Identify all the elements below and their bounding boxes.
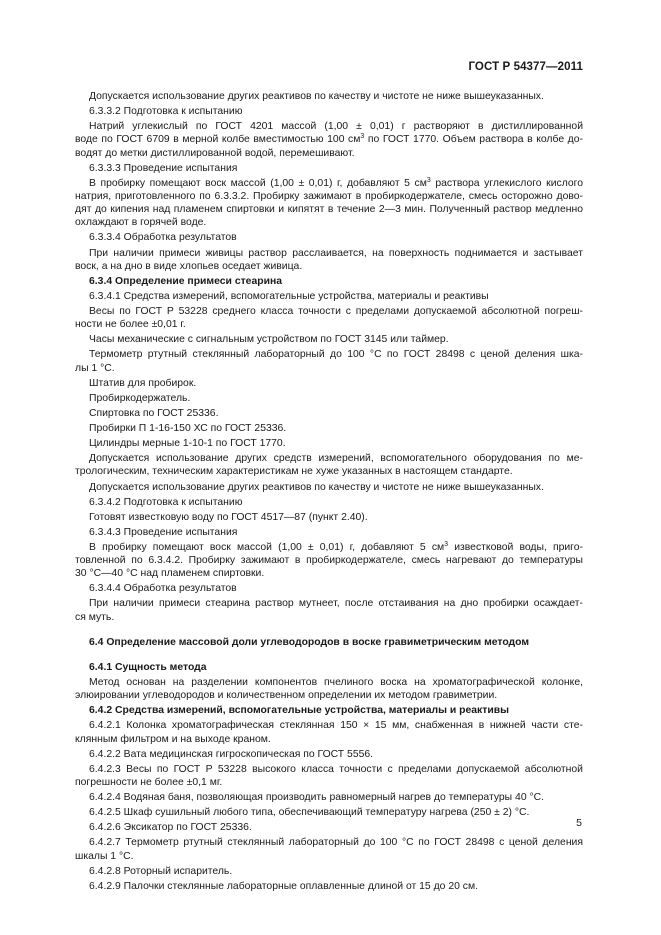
text-line: 30 °С—40 °С над пламенем спиртовки. — [75, 568, 265, 580]
paragraph — [75, 348, 583, 374]
paragraph — [75, 582, 583, 595]
text-line: шкалы 1 °С. — [75, 850, 134, 862]
paragraph — [75, 865, 583, 878]
text-line: Допускается использование других средств измерений, вспомогательного оборудования по ме- — [89, 453, 583, 465]
paragraph — [75, 305, 583, 331]
page-number: 5 — [576, 817, 582, 829]
section-heading — [75, 275, 583, 288]
text-line: При наличии примеси стеарина раствор мутнеет, после отстаивания на дно пробирки осаждает- — [89, 598, 583, 610]
paragraph — [75, 541, 583, 581]
text-line: Термометр ртутный стеклянный лабораторный до 100 °С по ГОСТ 28498 с ценой деления шка- — [89, 349, 583, 361]
text-line: 6.4.2.8 Роторный испаритель. — [89, 865, 233, 877]
text-line: 6.4.2 Средства измерений, вспомогательные устройства, материалы и реактивы — [89, 705, 509, 717]
paragraph — [75, 880, 583, 893]
text-line: 6.4.2.6 Эксикатор по ГОСТ 25336. — [89, 822, 252, 834]
text-line: Часы механические с сигнальным устройством по ГОСТ 3145 или таймер. — [89, 334, 449, 346]
paragraph — [75, 821, 583, 834]
section-heading — [75, 636, 583, 649]
paragraph-gap — [75, 626, 583, 636]
paragraph — [75, 748, 583, 761]
text-line: 6.3.4.4 Обработка результатов — [89, 583, 237, 595]
paragraph — [75, 597, 583, 623]
paragraph — [75, 407, 583, 420]
document-header: ГОСТ Р 54377—2011 — [468, 61, 583, 73]
text-line: 6.4.2.5 Шкаф сушильный любого типа, обеспечивающий температуру нагрева (250 ± 2) °С. — [89, 807, 530, 819]
text-line: клянным фильтром и на выходе краном. — [75, 733, 271, 745]
text-line: Спиртовка по ГОСТ 25336. — [89, 407, 219, 419]
paragraph — [75, 763, 583, 789]
paragraph — [75, 481, 583, 494]
text-line: ся муть. — [75, 611, 115, 623]
text-line: Весы по ГОСТ Р 53228 среднего класса точности с пределами допускаемой абсолютной погреш- — [89, 306, 583, 318]
paragraph-gap — [75, 651, 583, 661]
text-line: 6.4.2.7 Термометр ртутный стеклянный лабораторный до 100 °С по ГОСТ 28498 с ценой деления — [89, 837, 583, 849]
text-line: 6.4 Определение массовой доли углеводородов в воске гравиметрическим методом — [89, 636, 530, 648]
text-line: Допускается использование других реактивов по качеству и чистоте не ниже вышеуказанных. — [89, 481, 544, 493]
paragraph — [75, 392, 583, 405]
paragraph — [75, 511, 583, 524]
paragraph — [75, 452, 583, 478]
paragraph — [75, 90, 583, 103]
text-line: натрия, приготовленного по 6.3.3.2. Пробирку зажимают в пробиркодержателе, смесь осторожно дово- — [75, 190, 583, 202]
paragraph — [75, 496, 583, 509]
text-line: 6.4.2.1 Колонка хроматографическая стеклянная 150 × 15 мм, снабженная в нижней части сте- — [89, 720, 583, 732]
paragraph — [75, 105, 583, 118]
text-line: 6.3.4.2 Подготовка к испытанию — [89, 496, 243, 508]
text-line: 6.3.3.3 Проведение испытания — [89, 162, 238, 174]
text-line: дят до кипения над пламенем спиртовки и кипятят в течение 2—3 мин. Полученный раствор медленно — [75, 204, 583, 216]
paragraph — [75, 676, 583, 702]
text-line: Допускается использование других реактивов по качеству и чистоте не ниже вышеуказанных. — [89, 91, 544, 102]
text-line: 6.4.2.3 Весы по ГОСТ Р 53228 высокого класса точности с пределами допускаемой абсолютной — [89, 763, 583, 775]
paragraph — [75, 162, 583, 175]
text-line: воде по ГОСТ 6709 в мерной колбе вместимостью 100 $см^3$ по ГОСТ 1770. Объем раствора в колбе до- — [75, 133, 583, 146]
paragraph — [75, 422, 583, 435]
text-line: 6.3.3.2 Подготовка к испытанию — [89, 106, 243, 118]
text-line: погрешности не более ±0,1 мг. — [75, 776, 223, 788]
text-line: охлаждают в горячей воде. — [75, 217, 207, 229]
text-line: Цилиндры мерные 1-10-1 по ГОСТ 1770. — [89, 438, 286, 450]
paragraph — [75, 290, 583, 303]
text-line: трологическим, техническим характеристикам не хуже указанных в настоящем стандарте. — [75, 466, 513, 478]
text-line: товленной по 6.3.4.2. Пробирку зажимают в пробиркодержателе, смесь нагревают до температуры — [75, 555, 583, 567]
text-line: При наличии примеси живицы раствор расслаивается, на поверхность поднимается и застывает — [89, 247, 583, 259]
text-line: 6.3.4 Определение примеси стеарина — [89, 275, 283, 287]
text-line: воск, а на дно в виде хлопьев оседает живица. — [75, 260, 303, 272]
text-line: 6.4.2.2 Вата медицинская гигроскопическая по ГОСТ 5556. — [89, 748, 374, 760]
paragraph — [75, 836, 583, 862]
text-line: В пробирку помещают воск массой (1,00 ± 0,01) г, добавляют 5 $см^3$ известковой воды, приго- — [89, 540, 583, 553]
text-line: Метод основан на разделении компонентов пчелиного воска на хроматографической колонке, — [89, 676, 583, 688]
text-line: ности не более ±0,01 г. — [75, 319, 186, 331]
text-line: 6.4.2.9 Палочки стеклянные лабораторные оплавленные длиной от 15 до 20 см. — [89, 880, 478, 892]
paragraph — [75, 791, 583, 804]
section-heading — [75, 704, 583, 717]
text-line: Штатив для пробирок. — [89, 377, 197, 389]
document-body — [75, 90, 583, 895]
text-line: элюировании углеводородов и количественном определении их методом гравиметрии. — [75, 690, 498, 702]
text-line: Пробиркодержатель. — [89, 392, 191, 404]
text-line: Готовят известковую воду по ГОСТ 4517—87 (пункт 2.40). — [89, 511, 368, 523]
text-line: 6.4.1 Сущность метода — [89, 661, 207, 673]
paragraph — [75, 120, 583, 160]
text-line: водят до метки дистиллированной водой, перемешивают. — [75, 147, 355, 159]
paragraph — [75, 437, 583, 450]
paragraph — [75, 526, 583, 539]
text-line: лы 1 °С. — [75, 362, 115, 374]
paragraph — [75, 806, 583, 819]
paragraph — [75, 333, 583, 346]
paragraph — [75, 177, 583, 230]
text-line: 6.3.3.4 Обработка результатов — [89, 232, 237, 244]
text-line: 6.4.2.4 Водяная баня, позволяющая производить равномерный нагрев до температуры 40 °С. — [89, 792, 545, 804]
section-heading — [75, 661, 583, 674]
paragraph — [75, 247, 583, 273]
text-line: 6.3.4.3 Проведение испытания — [89, 526, 238, 538]
text-line: Пробирки П 1-16-150 ХС по ГОСТ 25336. — [89, 423, 287, 435]
paragraph — [75, 719, 583, 745]
text-line: 6.3.4.1 Средства измерений, вспомогательные устройства, материалы и реактивы — [89, 290, 489, 302]
text-line: Натрий углекислый по ГОСТ 4201 массой (1,00 ± 0,01) г растворяют в дистиллированной — [89, 121, 583, 133]
text-line: В пробирку помещают воск массой (1,00 ± 0,01) г, добавляют 5 $см^3$ раствора углекислого кислого — [89, 176, 583, 189]
paragraph — [75, 231, 583, 244]
paragraph — [75, 377, 583, 390]
